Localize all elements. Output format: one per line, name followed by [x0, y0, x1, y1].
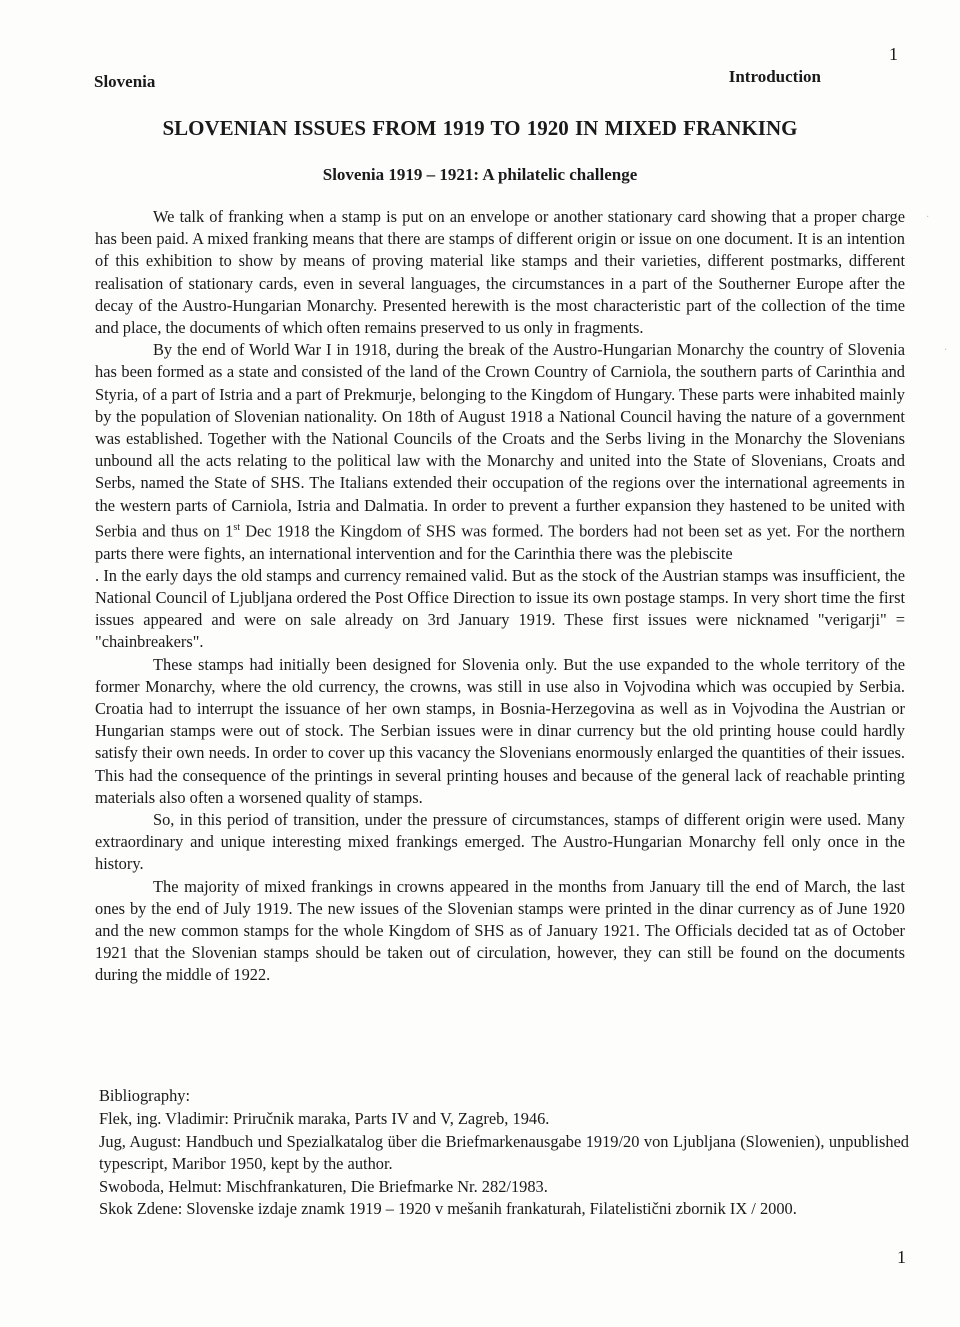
document-title: SLOVENIAN ISSUES FROM 1919 TO 1920 IN MIXED FRANKING [162, 116, 798, 140]
paragraph-timeline: The majority of mixed frankings in crowns appeared in the months from January till the end of March, the last ones by the end of July 1919. The new issues of the Slovenian stamps were printed in the dinar currency as of June 1920 and the new common stamps for the whole Kingdom of SHS as of January 1921. The Officials decided tat as of October 1921 that the Slovenian stamps should be taken out of circulation, however, they can still be found on the documents during the middle of 1922. [95, 876, 905, 985]
body-text [95, 206, 905, 987]
paragraph-early-days: . In the early days the old stamps and currency remained valid. But as the stock of the Austrian stamps was insufficient, the National Council of Ljubljana ordered the Post Office Direction to issue its own postage stamps. In very short time the first issues appeared and were on sale already on 3rd January 1919. These first issues were nicknamed "verigarji" = "chainbreakers". [95, 565, 905, 652]
scan-speck: · [944, 345, 948, 356]
paragraph-usage: These stamps had initially been designed for Slovenia only. But the use expanded to the whole territory of the former Monarchy, where the old currency, the crowns, was still in use also in Vojvodina which was occupied by Serbia. Croatia had to interrupt the issuance of her own stamps, in Bosnia-Herzegovina as well as in Vojvodina the Austrian or Hungarian stamps were out of stock. The Serbian issues were in dinar currency but the old printing house could hardly satisfy their own needs. In order to cover up this vacancy the Slovenians enormously enlarged the quantities of their issues. This had the consequence of the printings in several printing houses and because of the general lack of reachable printing materials also often a worsened quality of stamps. [95, 654, 905, 807]
page-number-bottom: 1 [897, 1247, 906, 1267]
bibliography-entry: Flek, ing. Vladimir: Priručnik maraka, Parts IV and V, Zagreb, 1946. [99, 1109, 550, 1129]
paragraph-history: By the end of World War I in 1918, during the break of the Austro-Hungarian Monarchy the country of Slovenia has been formed as a state and consisted of the land of the Crown Country of Carniola, the southern parts of Carinthia and Styria, of a part of Istria and a part of Prekmurje, belonging to the Kingdom of Hungary. These parts were inhabited mainly by the population of Slovenian nationality. On 18th of August 1918 a National Council having the nature of a government was established. Together with the National Councils of the Croats and the Serbs living in the Monarchy the Slovenians unbound all the acts relating to the political law with the Monarchy and united into the State of Slovenians, Croats and Serbs, named the State of SHS. The Italians extended their occupation of the regions over the international agreements in the western parts of Carniola, Istria and Dalmatia. In order to prevent a further expansion they hastened to be united with Serbia and thus on 1st Dec 1918 the Kingdom of SHS was formed. The borders had not been set as yet. For the northern parts there were fights, an international intervention and for the Carinthia there was the plebiscite [95, 340, 905, 563]
page-number-top: 1 [889, 44, 898, 64]
bibliography-entry: Swoboda, Helmut: Mischfrankaturen, Die Briefmarke Nr. 282/1983. [99, 1176, 548, 1196]
bibliography-entry: Skok Zdene: Slovenske izdaje znamk 1919 – 1920 v mešanih frankaturah, Filatelistični zbornik IX / 2000. [99, 1199, 797, 1219]
bibliography-heading: Bibliography: [99, 1086, 191, 1105]
bibliography-entry: Jug, August: Handbuch und Spezialkatalog über die Briefmarkenausgabe 1919/20 von Ljubljana (Slowenien), unpublished typescript, Maribor 1950, kept by the author. [99, 1131, 909, 1174]
paragraph-intro: We talk of franking when a stamp is put on an envelope or another stationary card showing that a proper charge has been paid. A mixed franking means that there are stamps of different origin or issue on one document. It is an intention of this exhibition to show by means of proving material like stamps and their varieties, different postmarks, different realisation of stationary cards, even in several languages, the circumstances in a part of the Southerner Europe after the decay of the Austro-Hungarian Monarchy. Presented herewith is the most characteristic part of the collection of the time and place, the documents of which often remains preserved to us only in fragments. [95, 207, 905, 338]
bibliography [99, 1085, 909, 1220]
document-subtitle: Slovenia 1919 – 1921: A philatelic challenge [322, 165, 638, 184]
header-country: Slovenia [94, 72, 156, 91]
header-section: Introduction [728, 67, 821, 86]
scan-speck: · [926, 212, 930, 223]
paragraph-transition: So, in this period of transition, under the pressure of circumstances, stamps of different origin were used. Many extraordinary and unique interesting mixed frankings emerged. The Austro-Hungarian Monarchy fell only once in the history. [95, 809, 905, 874]
